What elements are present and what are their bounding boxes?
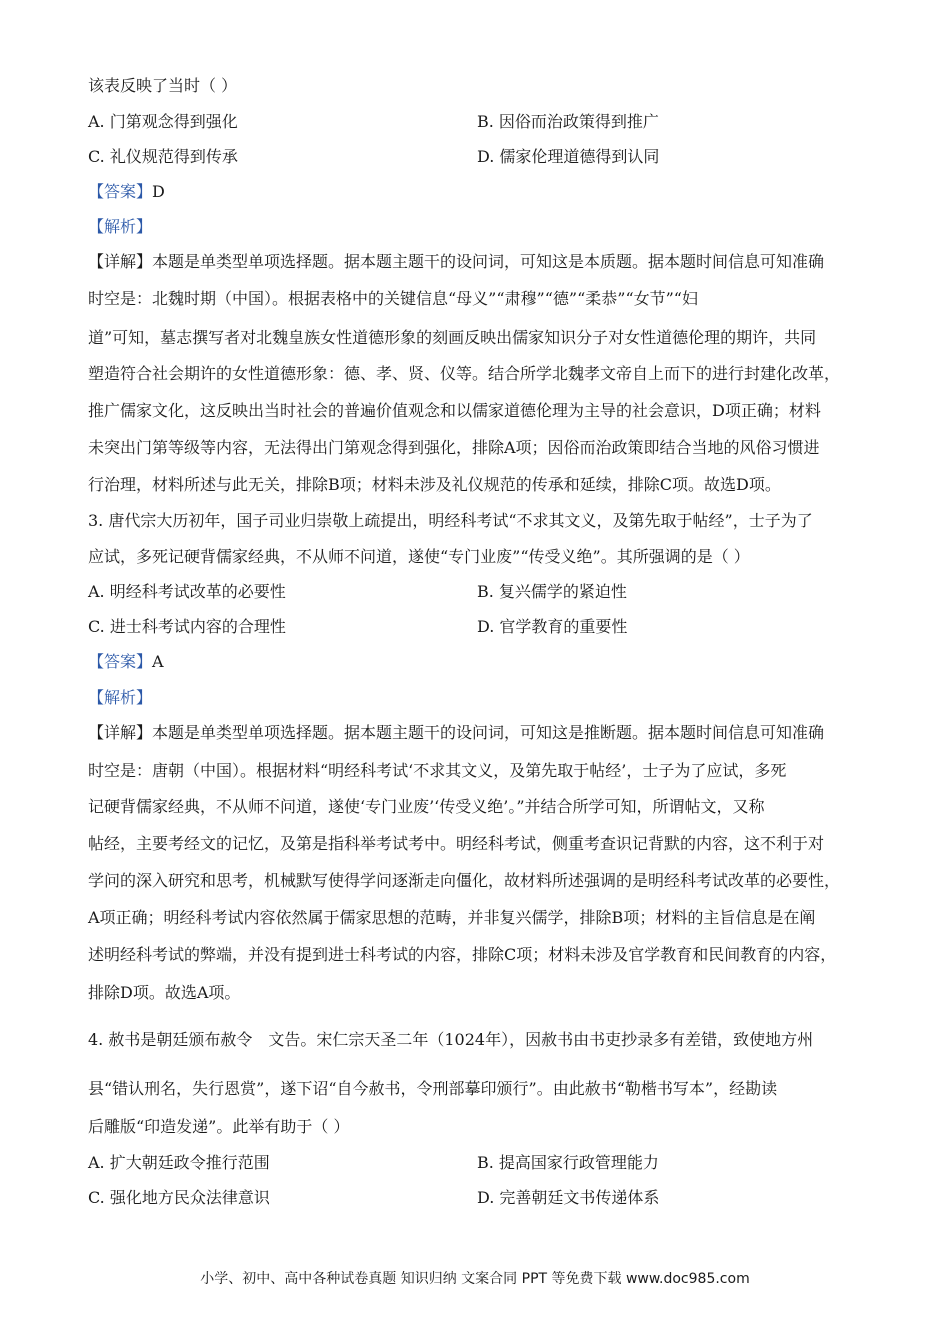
q3-option-c: C. 进士科考试内容的合理性	[88, 617, 286, 636]
q3-detail-line: 学问的深入研究和思考，机械默写使得学问逐渐走向僵化，故材料所述强调的是明经科考试改革的必要性，	[88, 871, 841, 890]
q2-option-a: A. 门第观念得到强化	[88, 112, 238, 131]
q2-detail-line: 道”可知，墓志撰写者对北魏皇族女性道德形象的刻画反映出儒家知识分子对女性道德伦理的期许，共同	[88, 328, 817, 347]
q2-detail-line: 塑造符合社会期许的女性道德形象：德、孝、贤、仪等。结合所学北魏孝文帝自上而下的进行封建化改革，	[88, 364, 841, 383]
q2-detail-line: 未突出门第等级等内容，无法得出门第观念得到强化，排除A项；因俗而治政策即结合当地的风俗习惯进	[88, 438, 820, 457]
detail-tag: 【详解】	[88, 252, 153, 271]
q3-option-a: A. 明经科考试改革的必要性	[88, 582, 286, 601]
q3-analysis-tag: 【解析】	[88, 688, 153, 707]
q3-detail-line: A项正确；明经科考试内容依然属于儒家思想的范畴，并非复兴儒学，排除B项；材料的主旨信息是在阐	[88, 908, 816, 927]
q3-detail-line: 排除D项。故选A项。	[88, 983, 241, 1002]
q2-option-b: B. 因俗而治政策得到推广	[477, 112, 659, 131]
q3-stem-line: 应试，多死记硬背儒家经典，不从师不问道，遂使“专门业废”“传受义绝”。其所强调的是（ ）	[88, 547, 750, 566]
q3-detail-line: 记硬背儒家经典，不从师不问道，遂使‘专门业废’‘传受义绝’。”并结合所学可知，所谓帖文，又称	[88, 797, 765, 816]
q2-stem-end: 该表反映了当时（ ）	[88, 76, 238, 95]
detail-tag: 【详解】	[88, 723, 153, 742]
detail-text: 本题是单类型单项选择题。据本题主题干的设问词，可知这是推断题。据本题时间信息可知准确	[152, 723, 825, 742]
q3-detail-line: 帖经，主要考经文的记忆，及第是指科举考试考中。明经科考试，侧重考查识记背默的内容，这不利于对	[88, 834, 825, 853]
q4-stem-line: 县“错认刑名，失行恩赏”，遂下诏“自今赦书，令刑部摹印颁行”。由此赦书“勒楷书写本”，经勘读	[88, 1079, 778, 1098]
q2-detail-line: 推广儒家文化，这反映出当时社会的普遍价值观念和以儒家道德伦理为主导的社会意识，D项正确；材料	[88, 401, 821, 420]
answer-tag: 【答案】	[88, 652, 153, 671]
q4-option-c: C. 强化地方民众法律意识	[88, 1188, 270, 1207]
q3-option-b: B. 复兴儒学的紧迫性	[477, 582, 627, 601]
q4-option-d: D. 完善朝廷文书传递体系	[477, 1188, 660, 1207]
page-footer: 小学、初中、高中各种试卷真题 知识归纳 文案合同 PPT 等免费下载 www.doc985.com	[200, 1271, 750, 1287]
answer-value: D	[152, 182, 165, 201]
q4-stem-line: 后雕版“印造发递”。此举有助于（ ）	[88, 1117, 350, 1136]
answer-tag: 【答案】	[88, 182, 153, 201]
answer-value: A	[152, 652, 164, 671]
q2-detail-line	[88, 252, 824, 272]
q3-answer	[88, 652, 164, 672]
q4-option-b: B. 提高国家行政管理能力	[477, 1153, 659, 1172]
q3-option-d: D. 官学教育的重要性	[477, 617, 628, 636]
q2-option-d: D. 儒家伦理道德得到认同	[477, 147, 660, 166]
q2-option-c: C. 礼仪规范得到传承	[88, 147, 238, 166]
q2-analysis-tag: 【解析】	[88, 217, 153, 236]
q3-detail-line: 时空是：唐朝（中国）。根据材料“明经科考试‘不求其文义，及第先取于帖经’，士子为了应试，多死	[88, 761, 787, 780]
q2-detail-line: 行治理，材料所述与此无关，排除B项；材料未涉及礼仪规范的传承和延续，排除C项。故选D项。	[88, 475, 781, 494]
q2-answer	[88, 182, 165, 202]
q3-stem-line: 3. 唐代宗大历初年，国子司业归崇敬上疏提出，明经科考试“不求其文义，及第先取于帖经”，士子为了	[88, 511, 813, 530]
detail-text: 本题是单类型单项选择题。据本题主题干的设问词，可知这是本质题。据本题时间信息可知准确	[152, 252, 825, 271]
q4-stem-line: 4. 赦书是朝廷颁布赦令 文告。宋仁宗天圣二年（1024年），因赦书由书吏抄录多有差错，致使地方州	[88, 1030, 814, 1049]
q3-detail-line: 述明经科考试的弊端，并没有提到进士科考试的内容，排除C项；材料未涉及官学教育和民间教育的内容，	[88, 945, 837, 964]
q4-option-a: A. 扩大朝廷政令推行范围	[88, 1153, 270, 1172]
q2-detail-line: 时空是：北魏时期（中国）。根据表格中的关键信息“母义”“肃穆”“德”“柔恭”“女节”“妇	[88, 289, 698, 308]
q3-detail-line	[88, 723, 824, 743]
